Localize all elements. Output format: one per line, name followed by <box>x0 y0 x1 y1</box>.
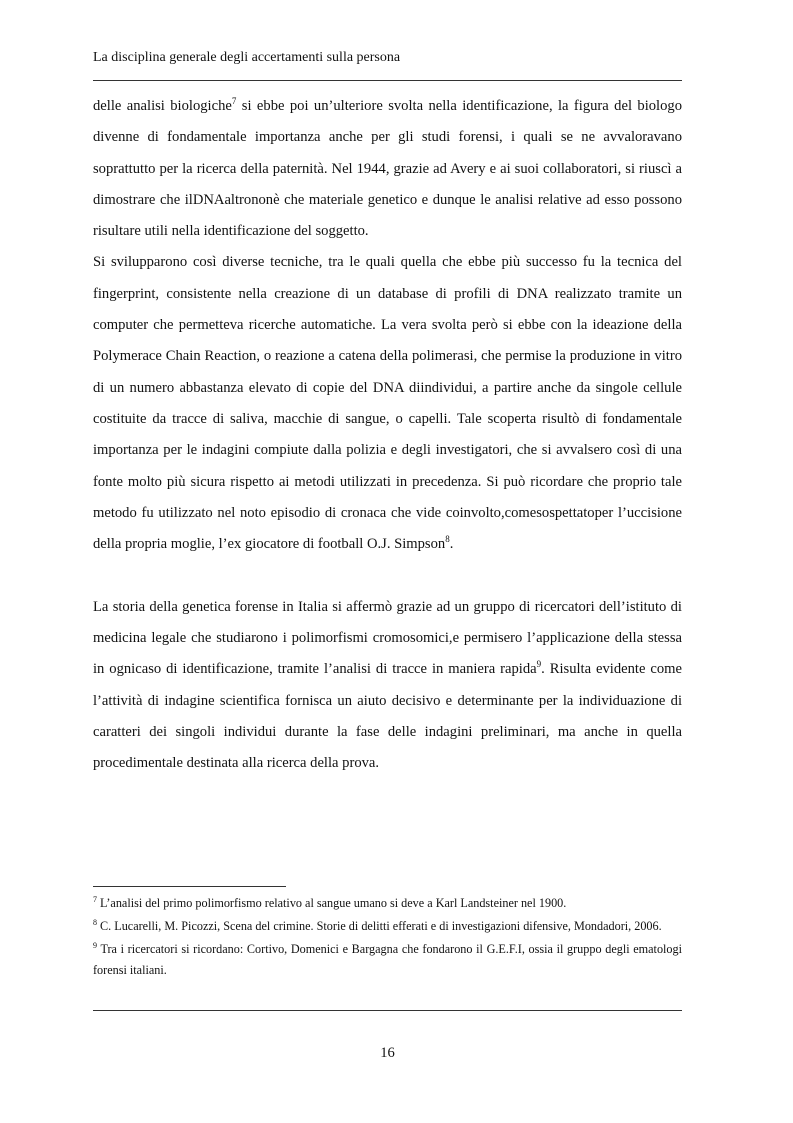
body-text <box>93 91 682 780</box>
footnote-text: L’analisi del primo polimorfismo relativo al sangue umano si deve a Karl Landsteiner nel 1900. <box>97 896 567 910</box>
paragraph-3-text-end: . Risulta evidente come l’attività di indagine scientifica fornisca un aiuto decisivo e determinante per la individuazione di caratteri dei singoli individui durante la fase delle indagini preliminari, ma anche in quella procedimentale destinata alla ricerca della prova. <box>93 661 682 772</box>
footnote-8 <box>93 916 682 937</box>
footer-rule <box>93 1010 682 1011</box>
running-header: La disciplina generale degli accertamenti sulla persona <box>93 50 401 65</box>
paragraph-2-text-end: . <box>449 536 454 553</box>
paragraph-1-text-start: delle analisi biologiche <box>93 98 232 114</box>
page-number: 16 <box>380 1045 395 1061</box>
paragraph-1 <box>93 91 682 247</box>
footnote-number: 8 <box>93 918 97 927</box>
paragraph-3 <box>93 592 682 780</box>
footnote-ref-7: 7 <box>231 96 237 106</box>
footnote-ref-9: 9 <box>536 659 542 670</box>
footnote-number: 9 <box>93 941 97 950</box>
header-rule <box>93 80 682 81</box>
footnote-number: 7 <box>93 895 97 904</box>
footnotes <box>93 893 682 983</box>
footnote-7 <box>93 893 682 914</box>
footnote-text: C. Lucarelli, M. Picozzi, Scena del crimine. Storie di delitti efferati e di investigazioni difensive, Mondadori, 2006. <box>97 919 662 933</box>
footnote-ref-8: 8 <box>445 534 450 545</box>
paragraph-3-text-start: La storia della genetica forense in Italia si affermò grazie ad un gruppo di ricercatori dell’istituto di medicina legale che studiarono i polimorfismi cromosomici,e permisero l’applicazione della stessa in ognicaso di identificazione, tramite l’analisi di tracce in maniera rapida <box>93 598 682 678</box>
paragraph-2-text-start: Si svilupparono così diverse tecniche, tra le quali quella che ebbe più successo fu la tecnica del fingerprint, consistente nella creazione di un database di profili di DNA realizzato tramite un computer che permetteva ricerche automatiche. La vera svolta però si ebbe con la ideazione della Polymerace Chain Reaction, o reazione a catena della polimerasi, che permise la produzione in vitro di un numero abbastanza elevato di copie del DNA diindividui, a partire anche da singole cellule costituite da tracce di saliva, macchie di sangue, o capelli. Tale scoperta risultò di fondamentale importanza per le indagini compiute dalla polizia e degli investigatori, che si avvalsero così di una fonte molto più sicura rispetto ai metodi utilizzati in precedenza. Si può ricordare che proprio tale metodo fu utilizzato nel noto episodio di cronaca che vide coinvolto,comesospettatoper l’uccisione della propria moglie, l’ex giocatore di football O.J. Simpson <box>93 254 682 553</box>
footnote-text: Tra i ricercatori si ricordano: Cortivo, Domenici e Bargagna che fondarono il G.E.F.I, ossia il gruppo degli ematologi forensi italiani. <box>93 942 682 977</box>
footnote-9 <box>93 939 682 981</box>
paragraph-2 <box>93 247 682 560</box>
footnote-separator <box>93 886 286 887</box>
paragraph-1-text-end: si ebbe poi un’ulteriore svolta nella identificazione, la figura del biologo divenne di fondamentale importanza anche per gli studi forensi, i quali se ne avvaloravano soprattutto per la ricerca della paternità. Nel 1944, grazie ad Avery e ai suoi collaboratori, si riuscì a dimostrare che ilDNAaltrononè che materiale genetico e dunque le analisi relative ad esso possono risultare utili nella identificazione del soggetto. <box>93 98 683 240</box>
